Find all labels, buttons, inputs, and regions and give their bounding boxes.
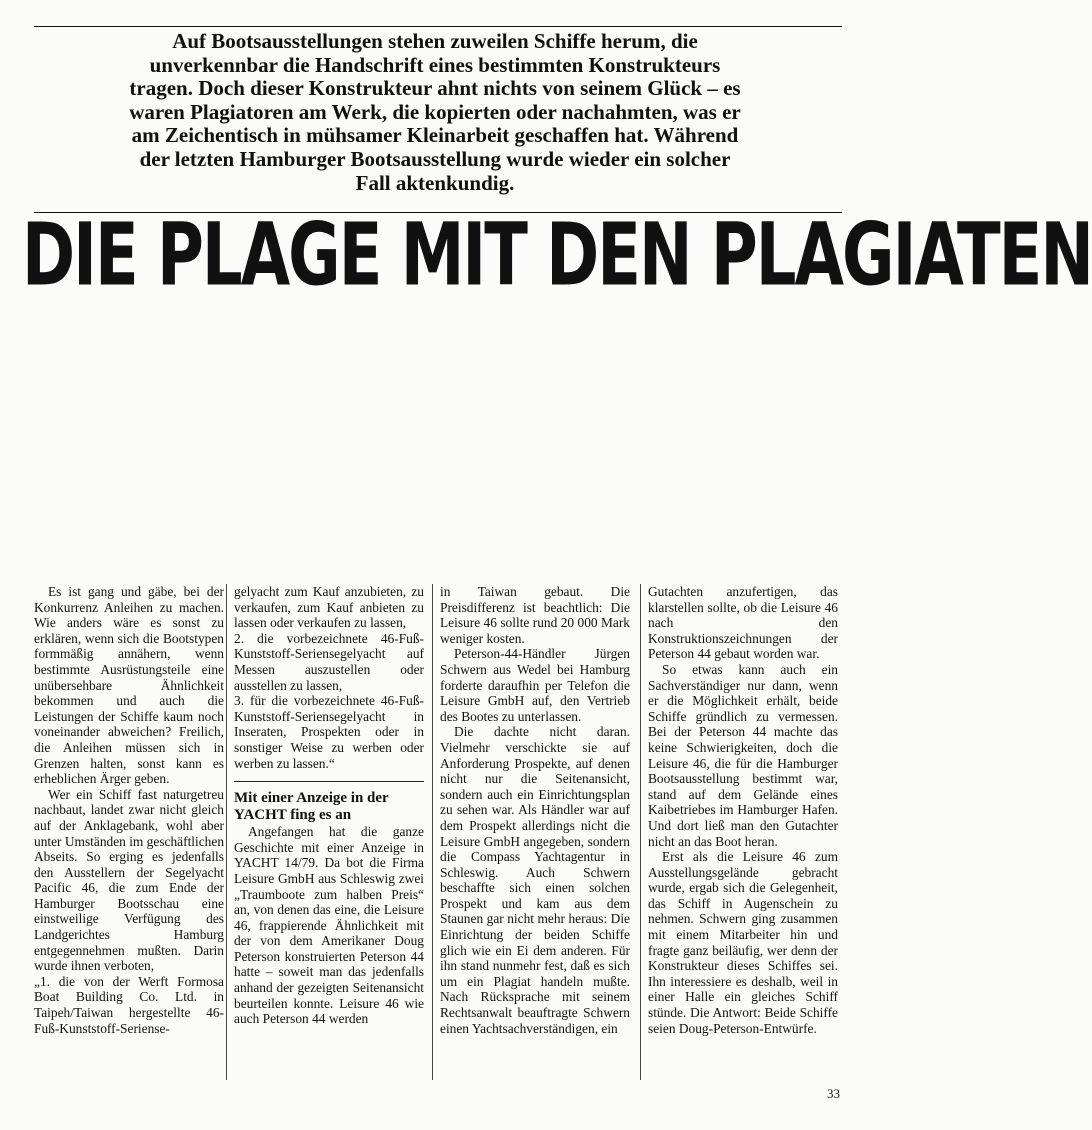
paragraph: 2. die vorbezeichnete 46-Fuß-Kunststoff-Seriensegelyacht auf Messen auszustellen oder ausstellen zu lassen, [234,630,424,693]
subheading: Mit einer Anzeige in der YACHT fing es an [234,781,424,824]
paragraph: in Taiwan gebaut. Die Preisdifferenz ist beachtlich: Die Leisure 46 sollte rund 20 000 Mark weniger kosten. [440,584,630,646]
headline: DIE PLAGE MIT DEN PLAGIATEN [22,206,1092,306]
page-number: 33 [827,1086,840,1101]
paragraph: Die dachte nicht daran. Vielmehr verschickte sie auf Anforderung Prospekte, auf denen nicht nur die Seitenansicht, sondern auch ein Einrichtungsplan zu sehen war. Als Händler war auf dem Prospekt allerdings nicht die Leisure GmbH angegeben, sondern die Compass Yachtagentur in Schleswig. Auch Schwern beschaffte sich einen solchen Prospekt und kam aus dem Staunen gar nicht mehr heraus: Die Einrichtung der beiden Schiffe glich wie ein Ei dem anderen. Für ihn stand nunmehr fest, daß es sich um ein Plagiat handeln mußte. Nach Rücksprache mit seinem Rechtsanwalt beauftragte Schwern einen Yachtsachverständigen, ein [440,724,630,1036]
paragraph: 3. für die vorbezeichnete 46-Fuß-Kunststoff-Seriensegelyacht in Inseraten, Prospekten oder in sonstiger Weise zu werben oder werben zu lassen.“ [234,693,424,771]
paragraph: Gutachten anzufertigen, das klarstellen sollte, ob die Leisure 46 nach den Konstruktionszeichnungen der Peterson 44 gebaut worden war. [648,584,838,662]
column-separator [226,584,227,1080]
paragraph: Erst als die Leisure 46 zum Ausstellungsgelände gebracht wurde, ergab sich die Gelegenheit, das Schiff in Augenschein zu nehmen. Schwern ging zusammen mit einem Mitarbeiter hin und fragte ganz beiläufig, wer denn der Konstrukteur dieses Schiffes sei. Ihn interessiere es deshalb, weil in einer Halle ein gleiches Schiff stünde. Die Antwort: Beide Schiffe seien Doug-Peterson-Entwürfe. [648,849,838,1036]
intro-paragraph: Auf Bootsausstellungen stehen zuweilen Schiffe herum, die unverkennbar die Handschrift eines bestimmten Konstrukteurs tragen. Doch dieser Konstrukteur ahnt nichts von seinem Glück – es waren Plagiatoren am Werk, die kopierten oder nachahmten, was er am Zeichentisch in mühsamer Kleinarbeit geschaffen hat. Während der letzten Hamburger Bootsausstellung wurde wieder ein solcher Fall aktenkundig. [129,29,741,195]
paragraph: Wer ein Schiff fast naturgetreu nachbaut, landet zwar nicht gleich auf der Anklagebank, wohl aber unter Umständen im geschäftlichen Abseits. So erging es jedenfalls den Ausstellern der Segelyacht Pacific 46, die zum Ende der Hamburger Bootsschau eine einstweilige Verfügung des Landgerichtes Hamburg entgegennehmen mußten. Darin wurde ihnen verboten, [34,786,225,974]
top-rule [34,26,842,27]
paragraph: „1. die von der Werft Formosa Boat Building Co. Ltd. in Taipeh/Taiwan hergestellte 46-Fuß-Kunststoff-Seriense- [34,973,224,1036]
paragraph: Angefangen hat die ganze Geschichte mit einer Anzeige in YACHT 14/79. Da bot die Firma Leisure GmbH aus Schleswig zwei „Traumboote zum halben Preis“ an, von denen das eine, die Leisure 46, frappierende Ähnlichkeit mit der von dem Amerikaner Doug Peterson konstruierten Peterson 44 hatte – soweit man das jedenfalls anhand der gezeigten Seitenansicht beurteilen konnte. Leisure 46 wie auch Peterson 44 werden [234,824,424,1027]
paragraph: gelyacht zum Kauf anzubieten, zu verkaufen, zum Kauf anbieten zu lassen oder verkaufen zu lassen, [234,584,424,631]
paragraph: Peterson-44-Händler Jürgen Schwern aus Wedel bei Hamburg forderte daraufhin per Telefon die Leisure GmbH auf, den Vertrieb des Bootes zu unterlassen. [440,646,630,724]
column-3 [440,584,630,1036]
column-separator [432,584,433,1080]
column-4 [648,584,838,1036]
paragraph: So etwas kann auch ein Sachverständiger nur dann, wenn er die Möglichkeit erhält, beide Schiffe gründlich zu vermessen. Bei der Peterson 44 machte das keine Schwierigkeiten, doch die Leisure 46, die für die Hamburger Bootsausstellung bestimmt war, stand auf dem Gelände eines Kaibetriebes im Hamburger Hafen. Und dort ließ man den Gutachter nicht an das Boot heran. [648,661,838,849]
paragraph: Es ist gang und gäbe, bei der Konkurrenz Anleihen zu machen. Wie anders wäre es sonst zu erklären, wenn sich die Bootstypen formmäßig annähern, wenn bestimmte Ausrüstungsteile eine unübersehbare Ähnlichkeit bekommen und auch die Leistungen der Schiffe kaum noch voneinander abweichen? Freilich, die Anleihen müssen sich in Grenzen halten, sonst kann es erheblichen Ärger geben. [34,584,224,787]
column-2 [234,584,424,1027]
column-separator [640,584,641,1080]
column-1 [34,584,224,1036]
